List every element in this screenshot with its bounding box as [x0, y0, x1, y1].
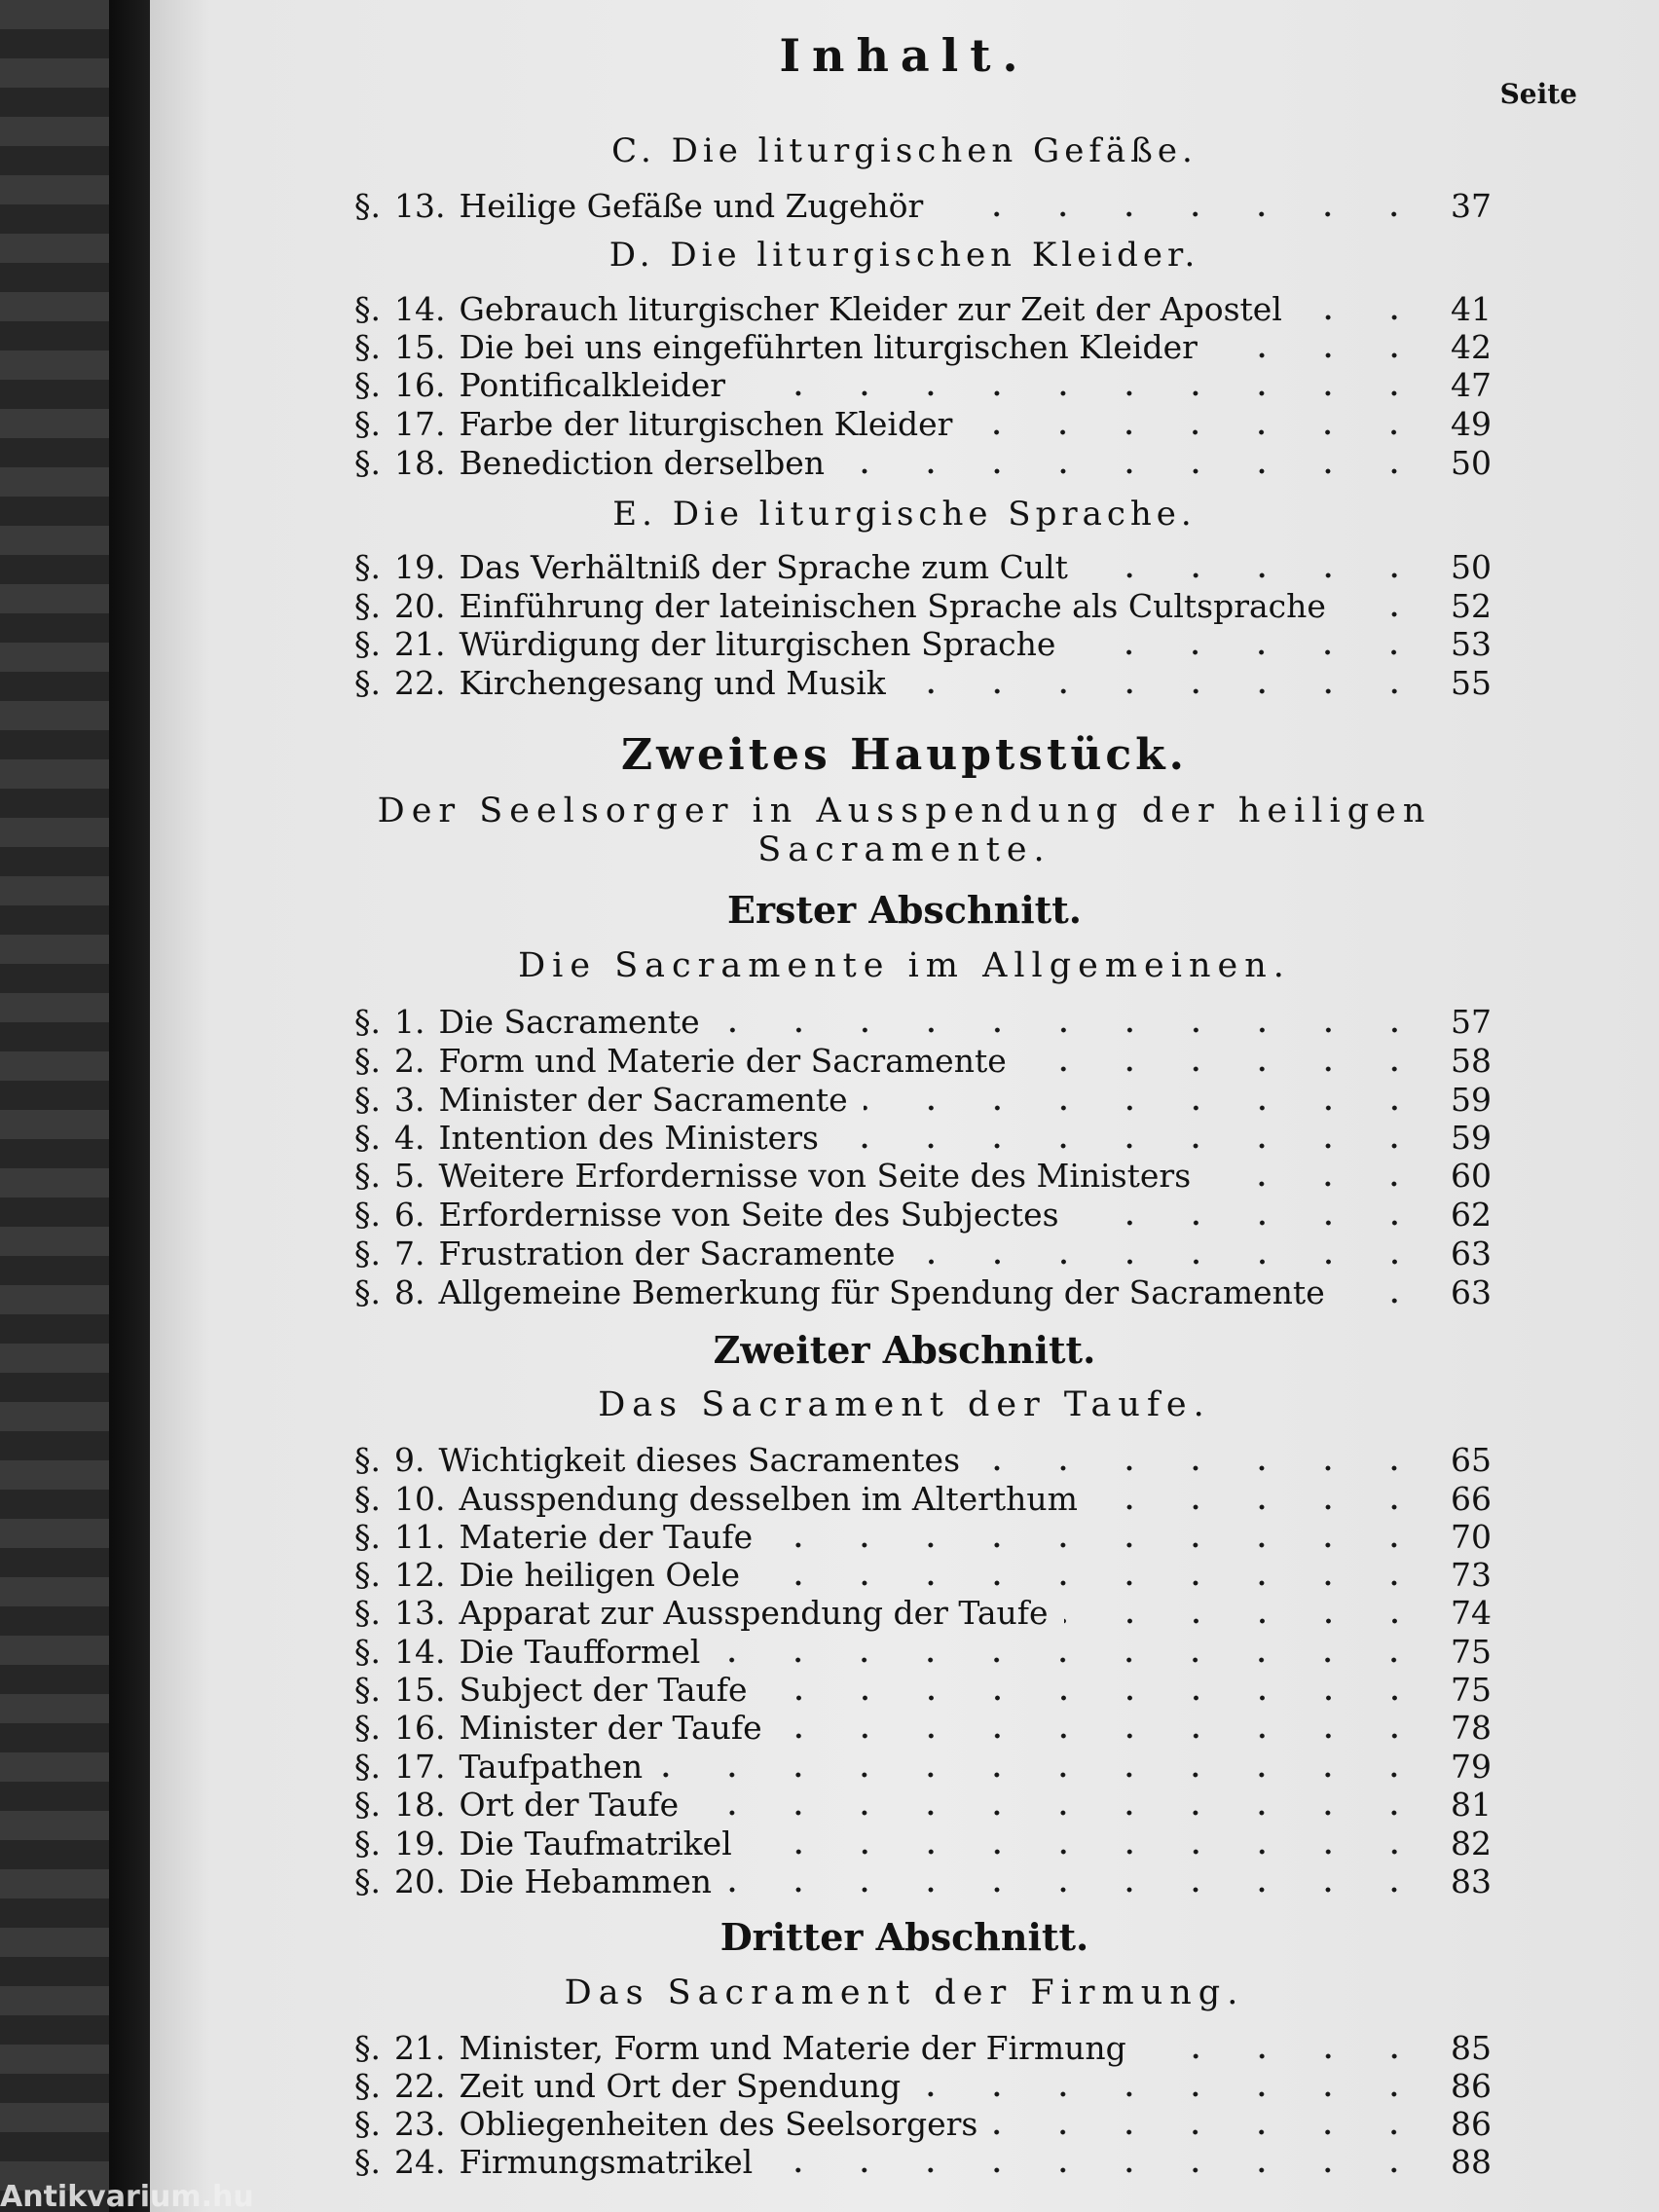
page-number: 65 — [1451, 1441, 1492, 1479]
entry-title: Einführung der lateinischen Sprache als Cultsprache — [459, 587, 1326, 625]
section-number: 16. — [394, 366, 446, 404]
entry-title: Wichtigkeit dieses Sacramentes — [438, 1441, 961, 1479]
page-number: 52 — [1451, 587, 1492, 625]
dot-leader — [748, 1849, 1427, 1855]
dot-leader — [1071, 649, 1427, 655]
section-sign: §. — [354, 1157, 381, 1195]
entry-title: Erfordernisse von Seite des Subjectes — [438, 1196, 1059, 1234]
section-number: 20. — [394, 587, 446, 625]
toc-entry — [354, 664, 1492, 703]
section-heading: Der Seelsorger in Ausspendung der heiligen — [377, 792, 1432, 830]
section-number: 17. — [394, 1748, 446, 1786]
section-number: 24. — [394, 2143, 446, 2181]
section-sign: §. — [354, 587, 381, 625]
section-number: 11. — [394, 1518, 446, 1556]
dot-leader — [1298, 314, 1427, 320]
toc-entry — [354, 587, 1492, 626]
section-number: 9. — [394, 1441, 425, 1479]
section-sign: §. — [354, 1825, 381, 1862]
page-number: 63 — [1451, 1235, 1492, 1272]
section-number: 18. — [394, 1786, 446, 1824]
section-sign: §. — [354, 1709, 381, 1747]
section-number: 8. — [394, 1273, 425, 1311]
entry-title: Ausspendung desselben im Alterthum — [459, 1480, 1078, 1518]
section-sign: §. — [354, 548, 381, 586]
section-sign: §. — [354, 2143, 381, 2181]
section-sign: §. — [354, 1196, 381, 1234]
section-number: 14. — [394, 290, 446, 328]
entry-title: Taufpathen — [459, 1748, 644, 1786]
dot-leader — [911, 1259, 1428, 1265]
section-sign: §. — [354, 1273, 381, 1311]
page-number: 75 — [1451, 1671, 1492, 1709]
section-sign: §. — [354, 444, 381, 482]
dot-leader — [1142, 2053, 1427, 2059]
dot-leader — [976, 1465, 1427, 1471]
section-sign: §. — [354, 1441, 381, 1479]
page-number: 37 — [1451, 187, 1492, 225]
page-column-label: Seite — [1499, 78, 1577, 110]
entry-title: Gebrauch liturgischer Kleider zur Zeit der Apostel — [459, 290, 1282, 328]
section-sign: §. — [354, 1480, 381, 1518]
toc-entry — [354, 444, 1492, 483]
section-sign: §. — [354, 1119, 381, 1157]
toc-entry — [354, 1748, 1492, 1787]
page-number: 70 — [1451, 1518, 1492, 1556]
toc-entry — [354, 290, 1492, 329]
page-number: 41 — [1451, 290, 1492, 328]
toc-entry — [354, 1441, 1492, 1480]
toc-entry — [354, 1480, 1492, 1519]
section-sign: §. — [354, 1862, 381, 1900]
section-number: 5. — [394, 1157, 425, 1195]
page-number: 50 — [1451, 444, 1492, 482]
page-number: 57 — [1451, 1003, 1492, 1041]
page-number: 63 — [1451, 1273, 1492, 1311]
dot-leader — [741, 390, 1427, 396]
entry-title: Die Taufformel — [459, 1633, 701, 1671]
section-sign: §. — [354, 625, 381, 663]
page-number: 53 — [1451, 625, 1492, 663]
section-number: 23. — [394, 2105, 446, 2143]
entry-title: Minister der Sacramente — [438, 1081, 848, 1119]
entry-title: Pontificalkleider — [459, 366, 726, 404]
page-number: 62 — [1451, 1196, 1492, 1234]
entry-title: Intention des Ministers — [438, 1119, 819, 1157]
section-heading: D. Die liturgischen Kleider. — [608, 236, 1200, 275]
book-spine — [0, 0, 109, 2212]
page-number: 74 — [1451, 1594, 1492, 1632]
entry-title: Das Verhältniß der Sprache zum Cult — [459, 548, 1068, 586]
dot-leader — [694, 1810, 1427, 1816]
toc-entry — [354, 1556, 1492, 1595]
dot-leader — [1341, 1298, 1427, 1304]
page-number: 60 — [1451, 1157, 1492, 1195]
toc-entry — [354, 1671, 1492, 1710]
toc-entry — [354, 625, 1492, 664]
section-heading: C. Die liturgischen Gefäße. — [611, 131, 1198, 170]
dot-leader — [902, 688, 1427, 694]
section-number: 6. — [394, 1196, 425, 1234]
section-number: 21. — [394, 625, 446, 663]
section-sign: §. — [354, 2029, 381, 2067]
section-sign: §. — [354, 1748, 381, 1786]
entry-title: Apparat zur Ausspendung der Taufe — [459, 1594, 1049, 1632]
page-number: 55 — [1451, 664, 1492, 702]
section-number: 19. — [394, 1825, 446, 1862]
toc-entry — [354, 1825, 1492, 1863]
dot-leader — [768, 1542, 1427, 1548]
entry-title: Subject der Taufe — [459, 1671, 748, 1709]
section-heading: Sacramente. — [757, 830, 1051, 869]
dot-leader — [763, 1695, 1427, 1701]
dot-leader — [756, 1580, 1427, 1586]
section-number: 10. — [394, 1480, 446, 1518]
dot-leader — [1342, 611, 1427, 617]
toc-entry — [354, 2143, 1492, 2182]
toc-entry — [354, 1518, 1492, 1557]
entry-title: Die Hebammen — [459, 1862, 712, 1900]
toc-entry — [354, 1119, 1492, 1158]
page-number: 82 — [1451, 1825, 1492, 1862]
entry-title: Minister der Taufe — [459, 1709, 762, 1747]
entry-title: Kirchengesang und Musik — [459, 664, 886, 702]
section-sign: §. — [354, 366, 381, 404]
section-sign: §. — [354, 2105, 381, 2143]
toc-entry — [354, 1196, 1492, 1235]
page-number: 86 — [1451, 2067, 1492, 2105]
section-heading: Dritter Abschnitt. — [719, 1915, 1089, 1959]
entry-title: Allgemeine Bemerkung für Spendung der Sacramente — [438, 1273, 1325, 1311]
toc-entry — [354, 1081, 1492, 1120]
entry-title: Die bei uns eingeführten liturgischen Kleider — [459, 328, 1198, 366]
dot-leader — [1213, 352, 1427, 358]
book-gutter — [109, 0, 150, 2212]
page-number: 79 — [1451, 1748, 1492, 1786]
page-number: 49 — [1451, 405, 1492, 443]
toc-entry — [354, 1633, 1492, 1672]
entry-title: Heilige Gefäße und Zugehör — [459, 187, 924, 225]
page-number: 75 — [1451, 1633, 1492, 1671]
page-number: 66 — [1451, 1480, 1492, 1518]
dot-leader — [716, 1027, 1427, 1033]
section-number: 18. — [394, 444, 446, 482]
section-sign: §. — [354, 1518, 381, 1556]
section-number: 20. — [394, 1862, 446, 1900]
section-sign: §. — [354, 1235, 381, 1272]
toc-entry — [354, 2105, 1492, 2144]
toc-entry — [354, 548, 1492, 587]
page-number: 88 — [1451, 2143, 1492, 2181]
section-number: 19. — [394, 548, 446, 586]
section-sign: §. — [354, 187, 381, 225]
toc-entry — [354, 1003, 1492, 1042]
dot-leader — [1093, 1504, 1427, 1510]
toc-entry — [354, 1786, 1492, 1825]
page-number: 85 — [1451, 2029, 1492, 2067]
dot-leader — [1064, 1618, 1428, 1624]
entry-title: Zeit und Ort der Spendung — [459, 2067, 902, 2105]
section-number: 16. — [394, 1709, 446, 1747]
page-number: 47 — [1451, 366, 1492, 404]
section-sign: §. — [354, 1042, 381, 1080]
dot-leader — [1084, 572, 1427, 578]
section-number: 7. — [394, 1235, 425, 1272]
dot-leader — [834, 1143, 1427, 1149]
entry-title: Weitere Erfordernisse von Seite des Ministers — [438, 1157, 1192, 1195]
dot-leader — [864, 1105, 1427, 1111]
section-number: 21. — [394, 2029, 446, 2067]
section-heading: E. Die liturgische Sprache. — [612, 495, 1197, 534]
section-sign: §. — [354, 1081, 381, 1119]
section-sign: §. — [354, 2067, 381, 2105]
section-heading: Das Sacrament der Taufe. — [598, 1385, 1211, 1424]
toc-entry — [354, 328, 1492, 367]
entry-title: Firmungsmatrikel — [459, 2143, 754, 2181]
section-sign: §. — [354, 1594, 381, 1632]
section-number: 1. — [394, 1003, 425, 1041]
section-number: 2. — [394, 1042, 425, 1080]
page-number: 42 — [1451, 328, 1492, 366]
page-number: 78 — [1451, 1709, 1492, 1747]
section-sign: §. — [354, 290, 381, 328]
page-number: 73 — [1451, 1556, 1492, 1594]
toc-entry — [354, 1862, 1492, 1901]
section-heading: Zweites Hauptstück. — [621, 730, 1188, 780]
entry-title: Materie der Taufe — [459, 1518, 754, 1556]
page-number: 81 — [1451, 1786, 1492, 1824]
page-number: 58 — [1451, 1042, 1492, 1080]
dot-leader — [658, 1772, 1427, 1778]
dot-leader — [1022, 1066, 1427, 1072]
section-sign: §. — [354, 328, 381, 366]
page-title: Inhalt. — [779, 29, 1030, 82]
section-number: 3. — [394, 1081, 425, 1119]
toc-entry — [354, 1594, 1492, 1633]
page-number: 83 — [1451, 1862, 1492, 1900]
section-heading: Erster Abschnitt. — [727, 888, 1082, 932]
book-page — [150, 0, 1659, 2212]
dot-leader — [939, 211, 1427, 217]
page-number: 59 — [1451, 1081, 1492, 1119]
section-sign: §. — [354, 1671, 381, 1709]
entry-title: Die Taufmatrikel — [459, 1825, 732, 1862]
toc-entry — [354, 2029, 1492, 2068]
section-number: 13. — [394, 187, 446, 225]
section-number: 4. — [394, 1119, 425, 1157]
page-number: 59 — [1451, 1119, 1492, 1157]
section-sign: §. — [354, 664, 381, 702]
entry-title: Die Sacramente — [438, 1003, 700, 1041]
toc-entry — [354, 1273, 1492, 1312]
dot-leader — [993, 2129, 1427, 2135]
section-heading: Die Sacramente im Allgemeinen. — [518, 946, 1291, 985]
entry-title: Minister, Form und Materie der Firmung — [459, 2029, 1126, 2067]
section-heading: Das Sacrament der Firmung. — [564, 1973, 1245, 2012]
entry-title: Ort der Taufe — [459, 1786, 680, 1824]
dot-leader — [1206, 1181, 1427, 1187]
entry-title: Obliegenheiten des Seelsorgers — [459, 2105, 978, 2143]
toc-entry — [354, 187, 1492, 226]
page-number: 50 — [1451, 548, 1492, 586]
entry-title: Würdigung der liturgischen Sprache — [459, 625, 1056, 663]
toc-entry — [354, 405, 1492, 444]
dot-leader — [968, 429, 1427, 435]
toc-entry — [354, 1709, 1492, 1748]
section-sign: §. — [354, 1633, 381, 1671]
section-sign: §. — [354, 1786, 381, 1824]
section-number: 17. — [394, 405, 446, 443]
dot-leader — [768, 2167, 1427, 2173]
entry-title: Farbe der liturgischen Kleider — [459, 405, 953, 443]
entry-title: Form und Materie der Sacramente — [438, 1042, 1007, 1080]
dot-leader — [840, 468, 1427, 474]
section-number: 13. — [394, 1594, 446, 1632]
section-sign: §. — [354, 405, 381, 443]
section-number: 22. — [394, 2067, 446, 2105]
section-heading: Zweiter Abschnitt. — [713, 1328, 1096, 1372]
section-sign: §. — [354, 1003, 381, 1041]
entry-title: Frustration der Sacramente — [438, 1235, 896, 1272]
section-number: 15. — [394, 1671, 446, 1709]
entry-title: Die heiligen Oele — [459, 1556, 741, 1594]
page-number: 86 — [1451, 2105, 1492, 2143]
entry-title: Benediction derselben — [459, 444, 825, 482]
toc-entry — [354, 1157, 1492, 1196]
section-number: 14. — [394, 1633, 446, 1671]
section-number: 22. — [394, 664, 446, 702]
toc-entry — [354, 2067, 1492, 2106]
watermark-text: Antikvarium.hu — [0, 2183, 254, 2212]
toc-entry — [354, 1042, 1492, 1081]
section-number: 15. — [394, 328, 446, 366]
section-sign: §. — [354, 1556, 381, 1594]
dot-leader — [916, 2091, 1427, 2097]
dot-leader — [727, 1887, 1427, 1893]
toc-entry — [354, 366, 1492, 405]
dot-leader — [716, 1657, 1427, 1663]
toc-entry — [354, 1235, 1492, 1273]
dot-leader — [1075, 1220, 1427, 1226]
dot-leader — [778, 1733, 1427, 1739]
section-number: 12. — [394, 1556, 446, 1594]
